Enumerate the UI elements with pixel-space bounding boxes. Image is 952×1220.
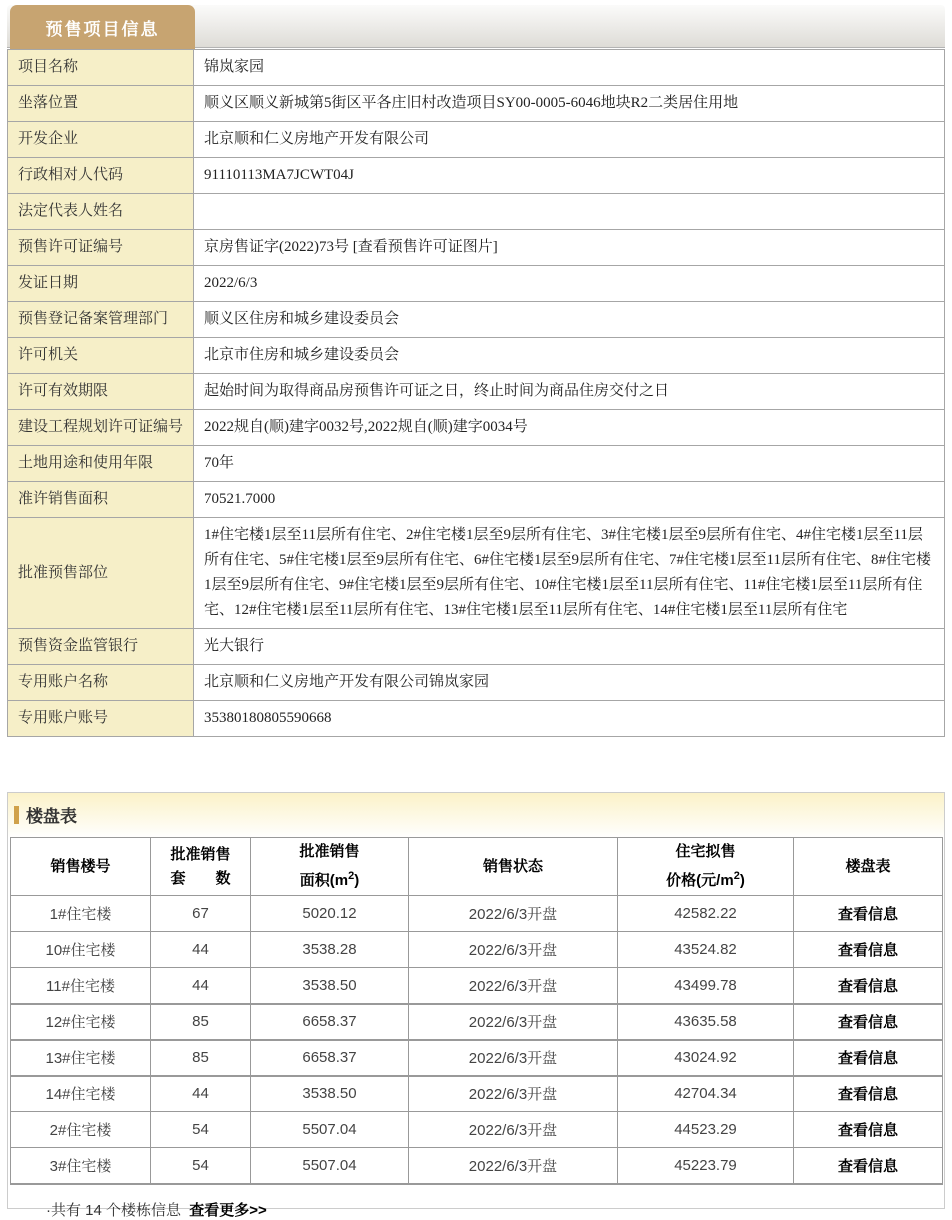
title-accent-bar — [14, 806, 19, 824]
info-row-label: 法定代表人姓名 — [8, 194, 194, 230]
proposed-price-cell: 45223.79 — [618, 1148, 794, 1184]
info-row-label: 建设工程规划许可证编号 — [8, 410, 194, 446]
building-row — [11, 968, 943, 1004]
building-number-cell: 11#住宅楼 — [11, 968, 151, 1004]
info-row-value-cell — [194, 86, 945, 122]
info-row-label: 项目名称 — [8, 50, 194, 86]
info-row-value: 1#住宅楼1层至11层所有住宅、2#住宅楼1层至9层所有住宅、3#住宅楼1层至9层所有住宅、4#住宅楼1层至11层所有住宅、5#住宅楼1层至9层所有住宅、6#住宅楼1层至9层所有住宅、7#住宅楼1层至11层所有住宅、8#住宅楼1层至9层所有住宅、9#住宅楼1层至9层所有住宅、10#住宅楼1层至11层所有住宅、11#住宅楼1层至11层所有住宅、12#住宅楼1层至11层所有住宅、13#住宅楼1层至11层所有住宅、14#住宅楼1层至11层所有住宅 — [204, 527, 931, 618]
info-row-label: 行政相对人代码 — [8, 158, 194, 194]
proposed-price-cell: 43635.58 — [618, 1004, 794, 1040]
info-row — [8, 158, 945, 194]
approved-units-cell: 44 — [151, 932, 251, 968]
info-row-label: 预售许可证编号 — [8, 230, 194, 266]
sales-status-cell: 2022/6/3开盘 — [409, 968, 618, 1004]
approved-units-cell: 54 — [151, 1112, 251, 1148]
view-more-link[interactable]: 查看更多>> — [189, 1201, 267, 1219]
info-row-value-cell — [194, 230, 945, 266]
info-row — [8, 266, 945, 302]
building-row — [11, 932, 943, 968]
info-row-label: 坐落位置 — [8, 86, 194, 122]
proposed-price-cell: 42582.22 — [618, 896, 794, 932]
proposed-price-cell: 43524.82 — [618, 932, 794, 968]
approved-units-cell: 67 — [151, 896, 251, 932]
info-row-value-cell — [194, 482, 945, 518]
building-table-header-row — [11, 838, 943, 896]
proposed-price-cell: 43499.78 — [618, 968, 794, 1004]
approved-units-cell: 85 — [151, 1040, 251, 1076]
info-row — [8, 629, 945, 665]
info-row-value: 顺义区住房和城乡建设委员会 — [204, 311, 400, 327]
info-row-value: 北京市住房和城乡建设委员会 — [204, 347, 400, 363]
view-info-link[interactable]: 查看信息 — [837, 1014, 898, 1031]
approved-area-cell: 5507.04 — [251, 1148, 409, 1184]
info-row — [8, 518, 945, 629]
info-row-value: 北京顺和仁义房地产开发有限公司 — [204, 131, 430, 147]
view-permit-image-link[interactable]: [查看预售许可证图片] — [352, 239, 498, 255]
info-row — [8, 482, 945, 518]
view-info-cell — [794, 1148, 943, 1184]
info-row — [8, 230, 945, 266]
view-info-link[interactable]: 查看信息 — [837, 906, 898, 923]
building-number-cell: 10#住宅楼 — [11, 932, 151, 968]
info-row-label: 发证日期 — [8, 266, 194, 302]
col-header-approved-units: 批准销售 套 数 — [151, 838, 251, 896]
info-row — [8, 701, 945, 737]
info-row-value-cell — [194, 374, 945, 410]
page-title: 预售项目信息 — [45, 19, 160, 39]
info-row-value-cell — [194, 629, 945, 665]
info-row-value: 70521.7000 — [204, 491, 276, 507]
info-row-value: 京房售证字(2022)73号 — [204, 239, 349, 255]
building-number-cell: 1#住宅楼 — [11, 896, 151, 932]
info-row-value-cell — [194, 701, 945, 737]
approved-area-cell: 6658.37 — [251, 1004, 409, 1040]
col-header-building-number: 销售楼号 — [11, 838, 151, 896]
col-header-sales-status: 销售状态 — [409, 838, 618, 896]
building-number-cell: 12#住宅楼 — [11, 1004, 151, 1040]
sales-status-cell: 2022/6/3开盘 — [409, 1148, 618, 1184]
info-row-value: 北京顺和仁义房地产开发有限公司锦岚家园 — [204, 674, 490, 690]
info-row — [8, 410, 945, 446]
proposed-price-cell: 42704.34 — [618, 1076, 794, 1112]
info-row-value-cell — [194, 122, 945, 158]
approved-area-cell: 5020.12 — [251, 896, 409, 932]
approved-units-cell: 44 — [151, 968, 251, 1004]
info-row-value: 2022规自(顺)建字0032号,2022规自(顺)建字0034号 — [204, 419, 528, 435]
info-row — [8, 665, 945, 701]
info-row — [8, 50, 945, 86]
info-row-label: 批准预售部位 — [8, 518, 194, 629]
view-info-cell — [794, 896, 943, 932]
approved-area-cell: 5507.04 — [251, 1112, 409, 1148]
info-row — [8, 122, 945, 158]
view-info-link[interactable]: 查看信息 — [837, 1122, 898, 1139]
view-info-cell — [794, 968, 943, 1004]
col-header-approved-area: 批准销售 面积$(m^2)$ — [251, 838, 409, 896]
info-row-value: 起始时间为取得商品房预售许可证之日，终止时间为商品住房交付之日 — [204, 383, 670, 399]
sales-status-cell: 2022/6/3开盘 — [409, 896, 618, 932]
info-row — [8, 374, 945, 410]
building-row — [11, 1040, 943, 1076]
info-row-value-cell — [194, 50, 945, 86]
view-info-link[interactable]: 查看信息 — [837, 1050, 898, 1067]
info-row-value-cell — [194, 410, 945, 446]
info-row-value: 2022/6/3 — [204, 275, 258, 291]
view-info-link[interactable]: 查看信息 — [837, 1157, 898, 1175]
info-row-label: 专用账户账号 — [8, 701, 194, 737]
approved-units-cell: 44 — [151, 1076, 251, 1112]
building-row — [11, 1148, 943, 1184]
approved-units-cell: 85 — [151, 1004, 251, 1040]
view-info-link[interactable]: 查看信息 — [837, 1086, 898, 1104]
view-info-link[interactable]: 查看信息 — [837, 942, 898, 959]
info-row-label: 土地用途和使用年限 — [8, 446, 194, 482]
view-info-cell — [794, 932, 943, 968]
sales-status-cell: 2022/6/3开盘 — [409, 1076, 618, 1112]
sales-status-cell: 2022/6/3开盘 — [409, 1112, 618, 1148]
info-row-value: 35380180805590668 — [204, 710, 332, 726]
section-title-row — [14, 802, 944, 827]
building-table — [10, 837, 943, 1185]
info-row-value-cell — [194, 194, 945, 230]
approved-area-cell: 3538.28 — [251, 932, 409, 968]
view-info-cell — [794, 1004, 943, 1040]
info-row — [8, 86, 945, 122]
building-table-section — [7, 792, 945, 1219]
info-row-value: 顺义区顺义新城第5街区平各庄旧村改造项目SY00-0005-6046地块R2二类居住用地 — [204, 95, 739, 111]
info-row-value-cell — [194, 338, 945, 374]
building-number-cell: 14#住宅楼 — [11, 1076, 151, 1112]
building-number-cell: 13#住宅楼 — [11, 1040, 151, 1076]
building-row — [11, 1004, 943, 1040]
approved-units-cell: 54 — [151, 1148, 251, 1184]
proposed-price-cell: 43024.92 — [618, 1040, 794, 1076]
info-row-label: 预售登记备案管理部门 — [8, 302, 194, 338]
building-row — [11, 1112, 943, 1148]
info-row-label: 开发企业 — [8, 122, 194, 158]
info-row-value-cell — [194, 158, 945, 194]
sales-status-cell: 2022/6/3开盘 — [409, 1040, 618, 1076]
info-row-value-cell — [194, 665, 945, 701]
info-row-value: 锦岚家园 — [204, 59, 265, 75]
proposed-price-cell: 44523.29 — [618, 1112, 794, 1148]
info-row-label: 准许销售面积 — [8, 482, 194, 518]
info-row-value: 91110113MA7JCWT04J — [204, 167, 354, 183]
sales-status-cell: 2022/6/3开盘 — [409, 932, 618, 968]
view-info-cell — [794, 1040, 943, 1076]
presale-info-tab — [10, 5, 195, 49]
view-info-cell — [794, 1076, 943, 1112]
building-row — [11, 896, 943, 932]
info-row — [8, 338, 945, 374]
section-title: 楼盘表 — [26, 807, 77, 826]
info-row-value: 70年 — [204, 455, 235, 471]
approved-area-cell: 3538.50 — [251, 968, 409, 1004]
info-row-value-cell — [194, 302, 945, 338]
building-count-text: ·共有 14 个楼栋信息 — [46, 1201, 182, 1219]
view-info-cell — [794, 1112, 943, 1148]
info-row-label: 许可有效期限 — [8, 374, 194, 410]
approved-area-cell: 3538.50 — [251, 1076, 409, 1112]
info-row-value: 光大银行 — [204, 638, 265, 654]
info-row-value-cell — [194, 518, 945, 629]
info-row-label: 专用账户名称 — [8, 665, 194, 701]
building-row — [11, 1076, 943, 1112]
sales-status-cell: 2022/6/3开盘 — [409, 1004, 618, 1040]
approved-area-cell: 6658.37 — [251, 1040, 409, 1076]
view-info-link[interactable]: 查看信息 — [837, 977, 898, 995]
building-number-cell: 3#住宅楼 — [11, 1148, 151, 1184]
col-header-building-table: 楼盘表 — [794, 838, 943, 896]
building-count-footer — [46, 1199, 944, 1220]
building-number-cell: 2#住宅楼 — [11, 1112, 151, 1148]
col-header-proposed-price: 住宅拟售 价格(元$/m^2$) — [618, 838, 794, 896]
info-row — [8, 446, 945, 482]
presale-info-table — [7, 49, 945, 737]
info-row — [8, 302, 945, 338]
info-row-label: 许可机关 — [8, 338, 194, 374]
info-row-value-cell — [194, 446, 945, 482]
info-row-label: 预售资金监管银行 — [8, 629, 194, 665]
info-row-value-cell — [194, 266, 945, 302]
info-row — [8, 194, 945, 230]
